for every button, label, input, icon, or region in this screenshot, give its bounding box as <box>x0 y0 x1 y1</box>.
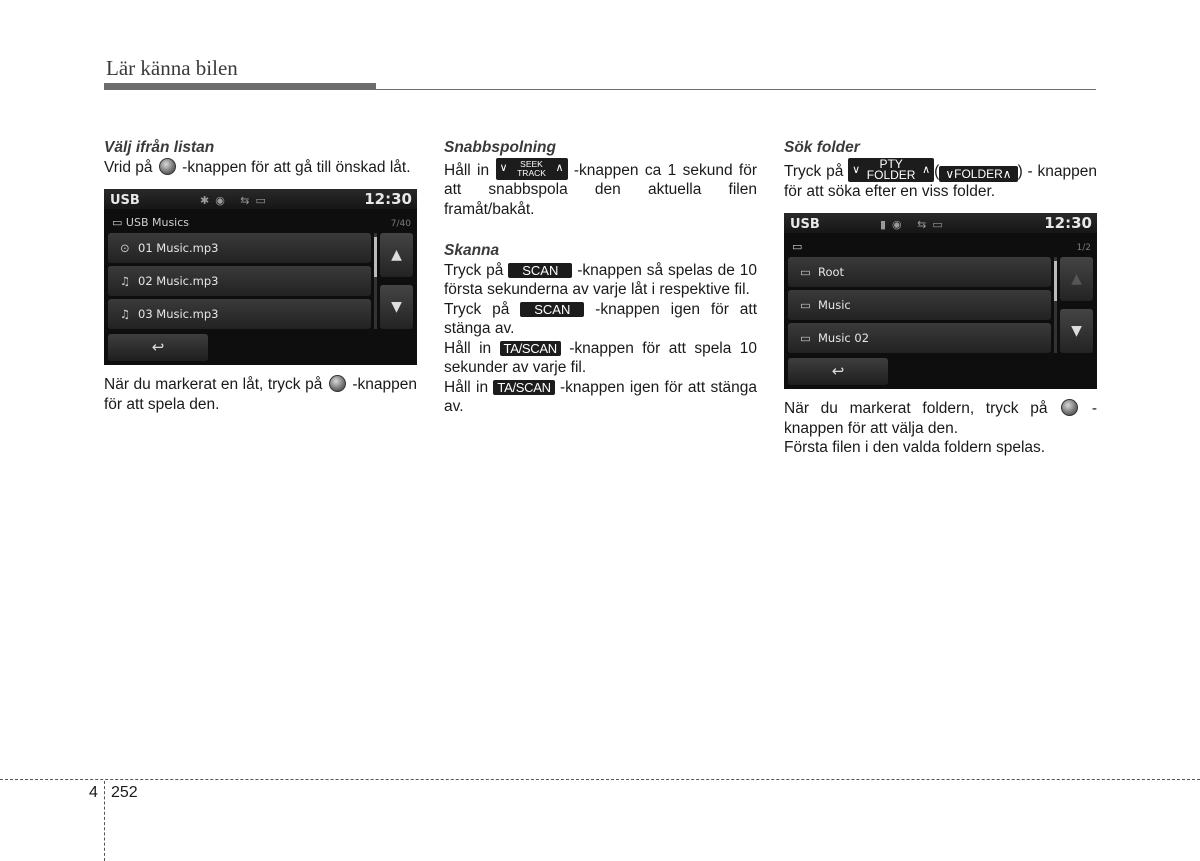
scrollbar-thumb[interactable] <box>1054 261 1057 301</box>
column-folder-search <box>784 138 1097 458</box>
ta-scan-key-icon: TA/SCAN <box>493 380 554 395</box>
text-fragment: När du markerat en låt, tryck på <box>104 376 323 393</box>
text-fragment: -knappen ca 1 sekund för att snabbspola den aktuella filen framåt/bakåt. <box>444 161 758 218</box>
paragraph-after-2: Första filen i den valda foldern spelas. <box>784 439 1046 456</box>
text-fragment: -knappen igen för att stänga av. <box>444 300 757 337</box>
ta-scan-key-icon: TA/SCAN <box>500 341 561 356</box>
arrow-down-icon: ▼ <box>1071 323 1082 339</box>
status-icons: ✱◉ ⇆▭ <box>200 194 272 207</box>
knob-icon <box>329 375 346 392</box>
music-note-icon: ♫ <box>120 307 131 321</box>
scan-key-icon: SCAN <box>508 263 572 278</box>
scroll-up-button[interactable] <box>1060 257 1093 301</box>
column-seek-scan <box>444 138 757 417</box>
text-fragment: knappen för att söka efter en viss folder. <box>784 162 1097 200</box>
list-item[interactable] <box>108 233 371 263</box>
back-button[interactable] <box>108 334 208 361</box>
arrow-up-icon: ▲ <box>391 247 402 263</box>
footer-rule <box>0 779 1200 780</box>
play-icon: ⊙ <box>120 241 130 255</box>
paragraph-scan-4 <box>444 378 757 417</box>
current-folder <box>792 237 802 257</box>
text-fragment: -knappen för att gå till önskad låt. <box>182 158 411 176</box>
key-label-top: SEEK <box>520 158 543 169</box>
scroll-down-button[interactable] <box>1060 309 1093 353</box>
pty-folder-key-icon <box>848 158 934 182</box>
key-label: FOLDER <box>954 166 1003 181</box>
back-arrow-icon: ↩ <box>151 338 165 356</box>
screen-source-label: USB <box>790 217 820 232</box>
text-fragment: ( <box>934 162 940 180</box>
arrow-down-icon: ▼ <box>391 299 402 315</box>
usb-list-screen <box>104 189 417 365</box>
list-item-label: 03 Music.mp3 <box>138 307 219 321</box>
list-item[interactable] <box>108 299 371 329</box>
list-item-label: Music <box>818 298 851 312</box>
section-heading-scan: Skanna <box>444 242 500 259</box>
section-heading-seek: Snabbspolning <box>444 139 556 156</box>
paragraph-seek <box>444 158 757 220</box>
screen-source-label: USB <box>110 193 140 208</box>
current-folder-name: USB Musics <box>125 216 190 229</box>
text-fragment: -knappen så spelas de 10 första sekunderna av varje låt i respektive fil. <box>444 261 757 298</box>
column-list-select <box>104 138 417 414</box>
text-fragment: Tryck på <box>444 261 504 279</box>
text-fragment: Vrid på <box>104 158 153 176</box>
paragraph-scan-3 <box>444 339 757 378</box>
list-item[interactable] <box>108 266 371 296</box>
screen-clock: 12:30 <box>364 190 412 208</box>
usb-folder-screen <box>784 213 1097 389</box>
music-note-icon: ♫ <box>120 274 131 288</box>
folder-key-icon <box>939 166 1017 182</box>
text-fragment: Tryck på <box>784 162 844 180</box>
back-button[interactable] <box>788 358 888 385</box>
text-fragment: -knappen för att spela 10 sekunder av varje fil. <box>444 339 757 376</box>
folder-icon: ▭ <box>800 265 811 279</box>
chevron-down-icon: ∨ <box>852 163 861 176</box>
key-label-bottom: FOLDER <box>866 167 916 182</box>
folder-icon: ▭ <box>792 240 803 253</box>
chapter-number: 4 <box>89 784 98 801</box>
text-fragment: ) - <box>1017 162 1033 180</box>
chevron-down-icon: ∨ <box>945 166 955 181</box>
header-rule-thick <box>104 83 376 90</box>
knob-icon <box>159 158 176 175</box>
screen-clock: 12:30 <box>1044 214 1092 232</box>
text-fragment: När du markerat foldern, tryck på <box>784 400 1048 417</box>
scroll-up-button[interactable] <box>380 233 413 277</box>
scrollbar-thumb[interactable] <box>374 237 377 277</box>
text-fragment: Tryck på <box>444 300 510 318</box>
seek-track-key-icon <box>496 158 568 180</box>
folder-icon: ▭ <box>112 216 123 229</box>
paragraph-folder <box>784 158 1097 202</box>
text-fragment: -knappen igen för att stänga av. <box>444 378 757 415</box>
knob-icon <box>1061 399 1078 416</box>
paragraph-scan-2 <box>444 300 757 339</box>
paragraph-intro <box>104 158 417 178</box>
list-item[interactable] <box>788 323 1051 353</box>
chevron-down-icon: ∨ <box>499 161 508 174</box>
key-label-top: PTY <box>879 156 903 171</box>
list-item-label: Root <box>818 265 845 279</box>
track-counter: 7/40 <box>390 219 411 229</box>
list-item[interactable] <box>788 290 1051 320</box>
list-item-label: 01 Music.mp3 <box>138 241 219 255</box>
list-item-label: 02 Music.mp3 <box>138 274 219 288</box>
text-fragment: -knappen för att välja den. <box>784 400 1097 437</box>
arrow-up-icon: ▲ <box>1071 271 1082 287</box>
section-heading-list: Välj ifrån listan <box>104 139 215 156</box>
section-heading-folder: Sök folder <box>784 139 860 156</box>
footer-divider <box>104 781 105 861</box>
header-rule-thin <box>376 89 1096 90</box>
key-label-bottom: TRACK <box>517 167 546 178</box>
folder-icon: ▭ <box>800 331 811 345</box>
list-item[interactable] <box>788 257 1051 287</box>
scan-key-icon: SCAN <box>520 302 584 317</box>
folder-counter: 1/2 <box>1076 243 1091 253</box>
text-fragment: -knappen för att spela den. <box>104 376 417 413</box>
status-icons: ▮◉ ⇆▭ <box>880 218 949 231</box>
page-header-title: Lär känna bilen <box>106 56 238 80</box>
paragraph-scan-1 <box>444 261 757 300</box>
text-fragment: Håll in <box>444 378 489 396</box>
text-fragment: Håll in <box>444 161 490 179</box>
paragraph-after <box>784 399 1097 438</box>
current-folder <box>112 213 189 233</box>
list-item-label: Music 02 <box>818 331 870 345</box>
chevron-up-icon: ∧ <box>555 161 564 174</box>
page-number: 252 <box>111 784 138 801</box>
chevron-up-icon: ∧ <box>922 163 931 176</box>
text-fragment: Håll in <box>444 339 492 357</box>
paragraph-after <box>104 375 417 414</box>
folder-icon: ▭ <box>800 298 811 312</box>
back-arrow-icon: ↩ <box>831 362 845 380</box>
chevron-up-icon: ∧ <box>1002 166 1012 181</box>
scroll-down-button[interactable] <box>380 285 413 329</box>
